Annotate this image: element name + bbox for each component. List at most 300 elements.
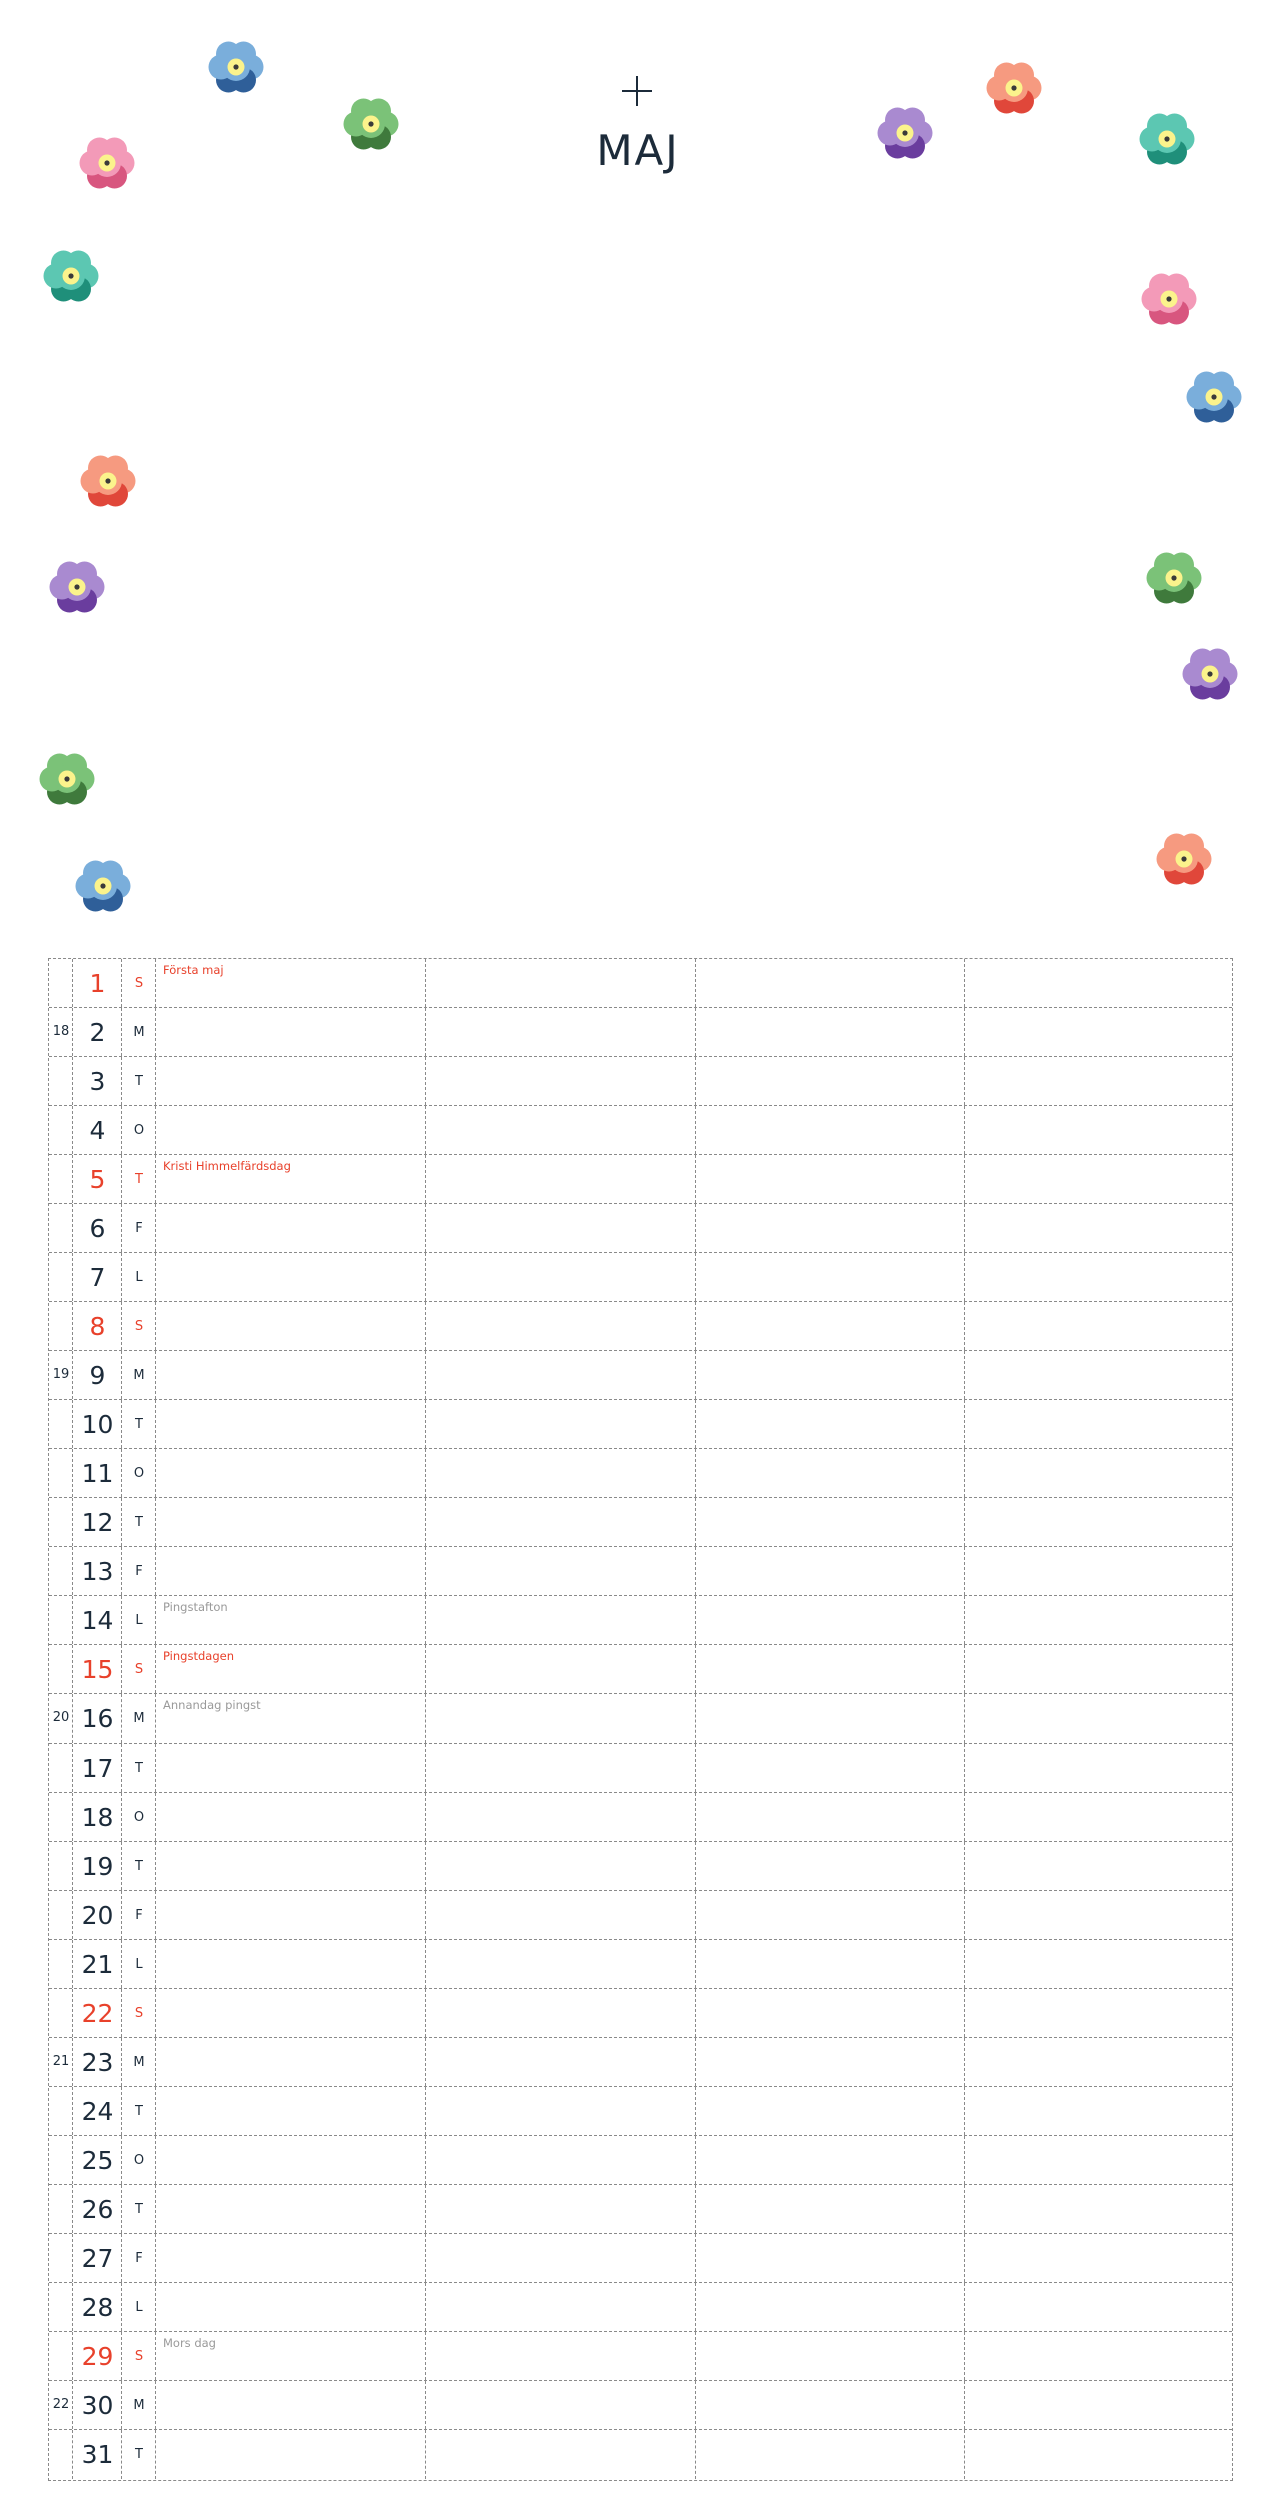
weekday-letter: O xyxy=(133,1466,145,1482)
pink-flower-icon xyxy=(78,134,136,192)
entry-cell-4[interactable] xyxy=(965,1940,1232,1988)
day-number: 25 xyxy=(81,2145,114,2175)
day-number: 15 xyxy=(81,1655,114,1685)
entry-cell-1[interactable] xyxy=(156,1155,426,1203)
entry-cell-2[interactable] xyxy=(426,1694,696,1742)
entry-cell-3[interactable] xyxy=(696,959,965,1007)
day-number-cell xyxy=(73,1940,122,1988)
day-row xyxy=(49,1891,1232,1940)
entry-cell-1[interactable] xyxy=(156,2283,426,2331)
entry-cell-1[interactable] xyxy=(156,1842,426,1890)
entry-cell-4[interactable] xyxy=(965,1891,1232,1939)
day-row xyxy=(49,1596,1232,1645)
weekday-letter: F xyxy=(135,1221,143,1237)
entry-cell-4[interactable] xyxy=(965,1155,1232,1203)
weekday-cell xyxy=(122,959,156,1007)
entry-cell-2[interactable] xyxy=(426,1891,696,1939)
day-number: 13 xyxy=(81,1557,114,1587)
weekday-letter: O xyxy=(133,1123,145,1139)
entry-cell-2[interactable] xyxy=(426,1498,696,1546)
day-number: 30 xyxy=(81,2390,114,2420)
entry-cell-3[interactable] xyxy=(696,2283,965,2331)
day-number-cell xyxy=(73,2136,122,2184)
entry-cell-1[interactable] xyxy=(156,1449,426,1497)
entry-cell-2[interactable] xyxy=(426,1008,696,1056)
entry-cell-2[interactable] xyxy=(426,2283,696,2331)
day-number: 1 xyxy=(89,969,106,998)
entry-cell-1[interactable] xyxy=(156,1498,426,1546)
day-number-cell xyxy=(73,1744,122,1792)
day-row xyxy=(49,1547,1232,1596)
entry-cell-2[interactable] xyxy=(426,1449,696,1497)
entry-cell-3[interactable] xyxy=(696,1596,965,1644)
weekday-letter: T xyxy=(135,2103,143,2119)
day-row xyxy=(49,1351,1232,1400)
day-number: 10 xyxy=(81,1410,114,1440)
entry-cell-4[interactable] xyxy=(965,1057,1232,1105)
week-number-cell xyxy=(49,1057,73,1105)
week-number-cell xyxy=(49,2087,73,2135)
weekday-cell xyxy=(122,1793,156,1841)
entry-cell-3[interactable] xyxy=(696,1547,965,1595)
entry-cell-4[interactable] xyxy=(965,1351,1232,1399)
day-row xyxy=(49,1694,1232,1743)
entry-cell-4[interactable] xyxy=(965,1645,1232,1693)
entry-cell-2[interactable] xyxy=(426,2430,696,2479)
entry-cell-2[interactable] xyxy=(426,1842,696,1890)
entry-cell-4[interactable] xyxy=(965,1253,1232,1301)
day-number-cell xyxy=(73,1793,122,1841)
day-number: 20 xyxy=(81,1900,114,1930)
week-number-cell xyxy=(49,1891,73,1939)
week-number-cell xyxy=(49,1204,73,1252)
week-number-cell xyxy=(49,1106,73,1154)
entry-cell-4[interactable] xyxy=(965,2087,1232,2135)
entry-cell-3[interactable] xyxy=(696,2136,965,2184)
day-number-cell xyxy=(73,1498,122,1546)
week-number-cell xyxy=(49,2038,73,2086)
day-row xyxy=(49,1253,1232,1302)
weekday-cell xyxy=(122,1449,156,1497)
day-number: 8 xyxy=(89,1312,106,1342)
entry-cell-2[interactable] xyxy=(426,2185,696,2233)
purple-flower-icon xyxy=(1181,645,1239,703)
day-number-cell xyxy=(73,2234,122,2282)
entry-cell-3[interactable] xyxy=(696,1940,965,1988)
month-title: MAJ xyxy=(596,126,680,175)
entry-cell-1[interactable] xyxy=(156,1547,426,1595)
entry-cell-2[interactable] xyxy=(426,1400,696,1448)
day-number: 7 xyxy=(89,1263,106,1293)
entry-cell-2[interactable] xyxy=(426,2381,696,2429)
week-number-cell xyxy=(49,1989,73,2037)
weekday-cell xyxy=(122,2381,156,2429)
day-number-cell xyxy=(73,2381,122,2429)
weekday-letter: T xyxy=(135,2446,143,2462)
entry-cell-1[interactable] xyxy=(156,1008,426,1056)
day-number-cell xyxy=(73,1989,122,2037)
entry-cell-2[interactable] xyxy=(426,1253,696,1301)
entry-cell-3[interactable] xyxy=(696,2381,965,2429)
weekday-letter: F xyxy=(135,2250,143,2266)
entry-cell-1[interactable] xyxy=(156,959,426,1007)
day-number: 14 xyxy=(81,1606,114,1636)
week-number-cell xyxy=(49,1793,73,1841)
weekday-letter: T xyxy=(135,1515,143,1531)
entry-cell-1[interactable] xyxy=(156,1204,426,1252)
day-row xyxy=(49,1498,1232,1547)
entry-cell-1[interactable] xyxy=(156,1793,426,1841)
day-number-cell xyxy=(73,1596,122,1644)
day-number: 22 xyxy=(81,1998,114,2028)
entry-cell-1[interactable] xyxy=(156,1253,426,1301)
week-number: 18 xyxy=(52,1024,70,1040)
entry-cell-3[interactable] xyxy=(696,1989,965,2037)
weekday-letter: M xyxy=(133,1025,145,1041)
day-number: 21 xyxy=(81,1949,114,1979)
day-number-cell xyxy=(73,1008,122,1056)
day-number-cell xyxy=(73,2430,122,2479)
weekday-letter: T xyxy=(135,1074,143,1090)
weekday-cell xyxy=(122,1744,156,1792)
entry-cell-4[interactable] xyxy=(965,2185,1232,2233)
green-flower-icon xyxy=(1145,549,1203,607)
day-number-cell xyxy=(73,1204,122,1252)
weekday-cell xyxy=(122,1204,156,1252)
entry-cell-3[interactable] xyxy=(696,1498,965,1546)
entry-cell-1[interactable] xyxy=(156,1989,426,2037)
entry-cell-2[interactable] xyxy=(426,1106,696,1154)
green-flower-icon xyxy=(342,95,400,153)
entry-cell-2[interactable] xyxy=(426,1351,696,1399)
weekday-cell xyxy=(122,1498,156,1546)
week-number-cell xyxy=(49,1400,73,1448)
week-number-cell xyxy=(49,1940,73,1988)
entry-cell-3[interactable] xyxy=(696,1008,965,1056)
weekday-cell xyxy=(122,2185,156,2233)
day-number-cell xyxy=(73,1302,122,1350)
weekday-letter: L xyxy=(135,1270,143,1286)
entry-cell-3[interactable] xyxy=(696,1694,965,1742)
entry-cell-3[interactable] xyxy=(696,2087,965,2135)
day-row xyxy=(49,1449,1232,1498)
entry-cell-1[interactable] xyxy=(156,2185,426,2233)
entry-cell-1[interactable] xyxy=(156,1596,426,1644)
entry-cell-2[interactable] xyxy=(426,2332,696,2380)
entry-cell-1[interactable] xyxy=(156,1891,426,1939)
day-row xyxy=(49,1400,1232,1449)
weekday-letter: L xyxy=(135,1956,143,1972)
day-row xyxy=(49,1204,1232,1253)
entry-cell-2[interactable] xyxy=(426,1645,696,1693)
day-row xyxy=(49,2234,1232,2283)
week-number-cell xyxy=(49,1008,73,1056)
entry-cell-4[interactable] xyxy=(965,1744,1232,1792)
entry-cell-2[interactable] xyxy=(426,1204,696,1252)
entry-cell-2[interactable] xyxy=(426,1744,696,1792)
day-number: 9 xyxy=(89,1361,106,1391)
entry-cell-2[interactable] xyxy=(426,2087,696,2135)
day-row xyxy=(49,1645,1232,1694)
entry-cell-1[interactable] xyxy=(156,1057,426,1105)
entry-cell-3[interactable] xyxy=(696,2332,965,2380)
entry-cell-4[interactable] xyxy=(965,2038,1232,2086)
day-row xyxy=(49,2136,1232,2185)
day-number-cell xyxy=(73,1694,122,1742)
weekday-letter: T xyxy=(135,1760,143,1776)
entry-cell-3[interactable] xyxy=(696,1351,965,1399)
week-number-cell xyxy=(49,1449,73,1497)
entry-cell-2[interactable] xyxy=(426,1547,696,1595)
entry-cell-1[interactable] xyxy=(156,2087,426,2135)
day-row xyxy=(49,2430,1232,2479)
entry-cell-3[interactable] xyxy=(696,2234,965,2282)
day-row xyxy=(49,1842,1232,1891)
weekday-cell xyxy=(122,1596,156,1644)
entry-cell-4[interactable] xyxy=(965,2136,1232,2184)
blue-flower-icon xyxy=(74,857,132,915)
day-row xyxy=(49,2332,1232,2381)
entry-cell-3[interactable] xyxy=(696,1744,965,1792)
day-number: 12 xyxy=(81,1508,114,1538)
entry-cell-4[interactable] xyxy=(965,1694,1232,1742)
entry-cell-3[interactable] xyxy=(696,2185,965,2233)
entry-cell-2[interactable] xyxy=(426,1302,696,1350)
weekday-letter: L xyxy=(135,2299,143,2315)
weekday-cell xyxy=(122,2234,156,2282)
orange-flower-icon xyxy=(1155,830,1213,888)
day-number: 2 xyxy=(89,1018,106,1048)
weekday-letter: M xyxy=(133,1711,145,1727)
entry-cell-4[interactable] xyxy=(965,1400,1232,1448)
entry-cell-1[interactable] xyxy=(156,1302,426,1350)
week-number-cell xyxy=(49,2283,73,2331)
week-number-cell xyxy=(49,1842,73,1890)
day-note: Mors dag xyxy=(163,2335,216,2350)
entry-cell-2[interactable] xyxy=(426,1940,696,1988)
day-number-cell xyxy=(73,1842,122,1890)
entry-cell-4[interactable] xyxy=(965,2234,1232,2282)
entry-cell-3[interactable] xyxy=(696,1400,965,1448)
entry-cell-3[interactable] xyxy=(696,1155,965,1203)
entry-cell-3[interactable] xyxy=(696,1449,965,1497)
entry-cell-4[interactable] xyxy=(965,1842,1232,1890)
entry-cell-4[interactable] xyxy=(965,1547,1232,1595)
entry-cell-1[interactable] xyxy=(156,1645,426,1693)
entry-cell-2[interactable] xyxy=(426,2234,696,2282)
entry-cell-4[interactable] xyxy=(965,2332,1232,2380)
week-number-cell xyxy=(49,1744,73,1792)
entry-cell-1[interactable] xyxy=(156,1106,426,1154)
weekday-cell xyxy=(122,2430,156,2479)
entry-cell-4[interactable] xyxy=(965,1302,1232,1350)
day-row xyxy=(49,2185,1232,2234)
entry-cell-1[interactable] xyxy=(156,1744,426,1792)
day-number: 27 xyxy=(81,2243,114,2273)
weekday-letter: M xyxy=(133,1368,145,1384)
day-row xyxy=(49,1155,1232,1204)
week-number-cell xyxy=(49,2136,73,2184)
weekday-cell xyxy=(122,1155,156,1203)
day-row xyxy=(49,1940,1232,1989)
entry-cell-1[interactable] xyxy=(156,2038,426,2086)
entry-cell-3[interactable] xyxy=(696,1253,965,1301)
entry-cell-3[interactable] xyxy=(696,1204,965,1252)
day-number-cell xyxy=(73,2332,122,2380)
week-number-cell xyxy=(49,1596,73,1644)
entry-cell-2[interactable] xyxy=(426,1793,696,1841)
weekday-cell xyxy=(122,1940,156,1988)
day-number: 28 xyxy=(81,2292,114,2322)
day-number-cell xyxy=(73,1057,122,1105)
weekday-cell xyxy=(122,1106,156,1154)
entry-cell-3[interactable] xyxy=(696,1106,965,1154)
week-number-cell xyxy=(49,2185,73,2233)
weekday-cell xyxy=(122,2136,156,2184)
day-number-cell xyxy=(73,1106,122,1154)
entry-cell-3[interactable] xyxy=(696,2038,965,2086)
weekday-letter: L xyxy=(135,1613,143,1629)
day-number: 17 xyxy=(81,1753,114,1783)
weekday-cell xyxy=(122,1400,156,1448)
day-number: 3 xyxy=(89,1067,106,1097)
day-number: 29 xyxy=(81,2341,114,2371)
weekday-letter: S xyxy=(134,1319,144,1335)
entry-cell-1[interactable] xyxy=(156,2332,426,2380)
week-number-cell xyxy=(49,2234,73,2282)
day-row xyxy=(49,2038,1232,2087)
entry-cell-2[interactable] xyxy=(426,1989,696,2037)
weekday-cell xyxy=(122,1891,156,1939)
week-number-cell xyxy=(49,2332,73,2380)
weekday-cell xyxy=(122,1302,156,1350)
day-number-cell xyxy=(73,1547,122,1595)
entry-cell-2[interactable] xyxy=(426,2136,696,2184)
day-number: 6 xyxy=(89,1214,106,1244)
week-number-cell xyxy=(49,1253,73,1301)
orange-flower-icon xyxy=(79,452,137,510)
week-number-cell xyxy=(49,2381,73,2429)
week-number-cell xyxy=(49,959,73,1007)
entry-cell-1[interactable] xyxy=(156,2430,426,2479)
entry-cell-4[interactable] xyxy=(965,959,1232,1007)
entry-cell-4[interactable] xyxy=(965,1596,1232,1644)
day-note: Första maj xyxy=(163,963,224,977)
entry-cell-4[interactable] xyxy=(965,1204,1232,1252)
day-row xyxy=(49,1793,1232,1842)
weekday-letter: T xyxy=(135,1417,143,1433)
day-number-cell xyxy=(73,2038,122,2086)
purple-flower-icon xyxy=(876,104,934,162)
day-row xyxy=(49,1008,1232,1057)
day-number: 18 xyxy=(81,1802,114,1832)
day-number: 11 xyxy=(81,1459,114,1489)
entry-cell-1[interactable] xyxy=(156,2234,426,2282)
entry-cell-4[interactable] xyxy=(965,2381,1232,2429)
entry-cell-3[interactable] xyxy=(696,1793,965,1841)
entry-cell-2[interactable] xyxy=(426,2038,696,2086)
entry-cell-3[interactable] xyxy=(696,2430,965,2479)
day-number-cell xyxy=(73,1155,122,1203)
entry-cell-2[interactable] xyxy=(426,1057,696,1105)
entry-cell-4[interactable] xyxy=(965,1106,1232,1154)
entry-cell-3[interactable] xyxy=(696,1842,965,1890)
day-number-cell xyxy=(73,2087,122,2135)
entry-cell-3[interactable] xyxy=(696,1891,965,1939)
weekday-cell xyxy=(122,2038,156,2086)
weekday-cell xyxy=(122,1057,156,1105)
day-number-cell xyxy=(73,1449,122,1497)
weekday-letter: F xyxy=(135,1564,143,1580)
weekday-cell xyxy=(122,2332,156,2380)
entry-cell-3[interactable] xyxy=(696,1645,965,1693)
blue-flower-icon xyxy=(207,38,265,96)
day-number-cell xyxy=(73,1891,122,1939)
entry-cell-2[interactable] xyxy=(426,1155,696,1203)
week-number-cell xyxy=(49,2430,73,2479)
entry-cell-1[interactable] xyxy=(156,1940,426,1988)
teal-flower-icon xyxy=(42,247,100,305)
week-number-cell xyxy=(49,1498,73,1546)
day-note: Pingstdagen xyxy=(163,1649,234,1664)
entry-cell-1[interactable] xyxy=(156,1694,426,1742)
weekday-cell xyxy=(122,1008,156,1056)
day-row xyxy=(49,2381,1232,2430)
entry-cell-2[interactable] xyxy=(426,959,696,1007)
weekday-cell xyxy=(122,1989,156,2037)
day-note: Annandag pingst xyxy=(163,1698,261,1713)
day-number: 31 xyxy=(81,2439,114,2469)
week-number-cell xyxy=(49,1302,73,1350)
calendar-grid xyxy=(48,958,1233,2481)
weekday-letter: T xyxy=(135,1172,143,1188)
plus-icon xyxy=(622,76,652,106)
entry-cell-4[interactable] xyxy=(965,1008,1232,1056)
day-number: 26 xyxy=(81,2194,114,2224)
entry-cell-1[interactable] xyxy=(156,1351,426,1399)
week-number-cell xyxy=(49,1351,73,1399)
week-number: 20 xyxy=(52,1710,70,1726)
day-row xyxy=(49,2087,1232,2136)
teal-flower-icon xyxy=(1138,110,1196,168)
entry-cell-4[interactable] xyxy=(965,1449,1232,1497)
day-note: Pingstafton xyxy=(163,1600,228,1615)
day-number-cell xyxy=(73,2283,122,2331)
day-row xyxy=(49,1744,1232,1793)
entry-cell-2[interactable] xyxy=(426,1596,696,1644)
entry-cell-1[interactable] xyxy=(156,2381,426,2429)
weekday-letter: S xyxy=(134,1662,144,1678)
entry-cell-1[interactable] xyxy=(156,1400,426,1448)
entry-cell-4[interactable] xyxy=(965,2283,1232,2331)
entry-cell-3[interactable] xyxy=(696,1302,965,1350)
day-number: 23 xyxy=(81,2047,114,2077)
entry-cell-3[interactable] xyxy=(696,1057,965,1105)
day-number-cell xyxy=(73,1400,122,1448)
weekday-cell xyxy=(122,1253,156,1301)
entry-cell-1[interactable] xyxy=(156,2136,426,2184)
entry-cell-4[interactable] xyxy=(965,2430,1232,2479)
week-number: 21 xyxy=(52,2053,70,2069)
day-number: 16 xyxy=(81,1704,114,1734)
entry-cell-4[interactable] xyxy=(965,1793,1232,1841)
day-number-cell xyxy=(73,959,122,1007)
green-flower-icon xyxy=(38,750,96,808)
weekday-letter: O xyxy=(133,1809,145,1825)
entry-cell-4[interactable] xyxy=(965,1498,1232,1546)
weekday-cell xyxy=(122,1547,156,1595)
entry-cell-4[interactable] xyxy=(965,1989,1232,2037)
